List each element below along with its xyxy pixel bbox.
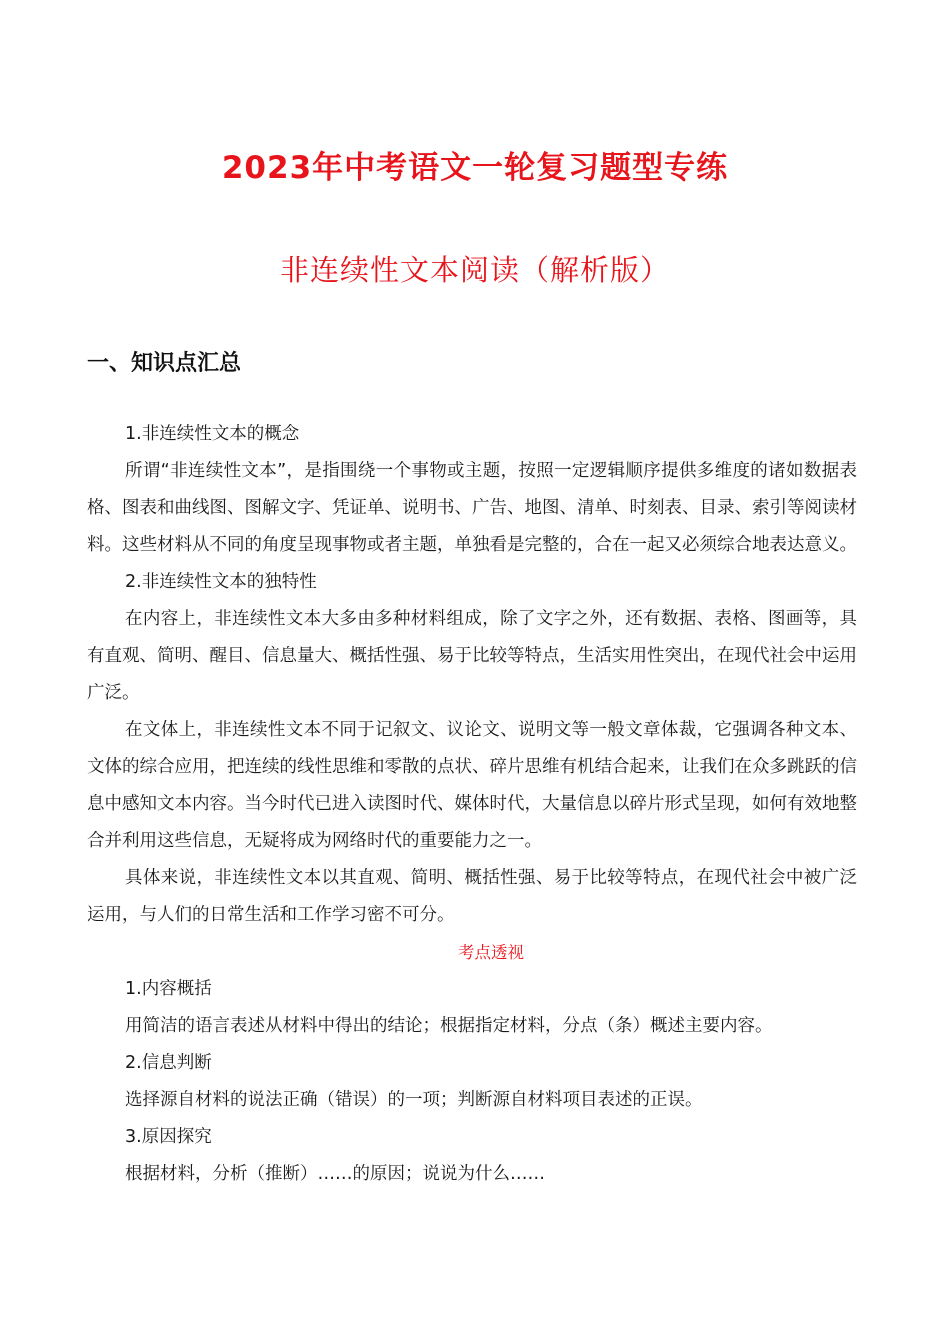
document-subtitle: 非连续性文本阅读（解析版） [279, 253, 670, 287]
item1-paragraph: 所谓“非连续性文本”，是指围绕一个事物或主题，按照一定逻辑顺序提供多维度的诸如数据表格、图表和曲线图、图解文字、凭证单、说明书、广告、地图、清单、时刻表、目录、索引等阅读材料。这些材料从不同的角度呈现事物或者主题，单独看是完整的，合在一起又必须综合地表达意义。 [87, 461, 857, 555]
document-title: 2023年中考语文一轮复习题型专练 [221, 150, 729, 186]
item2-paragraph-summary: 具体来说，非连续性文本以其直观、简明、概括性强、易于比较等特点，在现代社会中被广泛运用，与人们的日常生活和工作学习密不可分。 [87, 868, 857, 925]
item2-title: 2.非连续性文本的独特性 [125, 572, 317, 592]
section-heading-knowledge: 一、知识点汇总 [87, 351, 242, 376]
kaodian-item2-text: 选择源自材料的说法正确（错误）的一项；判断源自材料项目表述的正误。 [125, 1090, 703, 1110]
kaodian-item3-text: 根据材料，分析（推断）……的原因；说说为什么…… [125, 1164, 545, 1184]
item1-title: 1.非连续性文本的概念 [125, 424, 300, 444]
kaodian-item3-title: 3.原因探究 [125, 1127, 212, 1147]
document-body [87, 416, 857, 1193]
item2-paragraph-content: 在内容上，非连续性文本大多由多种材料组成，除了文字之外，还有数据、表格、图画等，具有直观、简明、醒目、信息量大、概括性强、易于比较等特点，生活实用性突出，在现代社会中运用广泛。 [87, 609, 857, 703]
kaodian-heading: 考点透视 [458, 943, 524, 962]
kaodian-item2-title: 2.信息判断 [125, 1053, 212, 1073]
kaodian-item1-text: 用简洁的语言表述从材料中得出的结论；根据指定材料，分点（条）概述主要内容。 [125, 1016, 773, 1036]
kaodian-item1-title: 1.内容概括 [125, 979, 212, 999]
item2-paragraph-style: 在文体上，非连续性文本不同于记叙文、议论文、说明文等一般文章体裁，它强调各种文本、文体的综合应用，把连续的线性思维和零散的点状、碎片思维有机结合起来，让我们在众多跳跃的信息中感知文本内容。当今时代已进入读图时代、媒体时代，大量信息以碎片形式呈现，如何有效地整合并利用这些信息，无疑将成为网络时代的重要能力之一。 [87, 720, 857, 851]
